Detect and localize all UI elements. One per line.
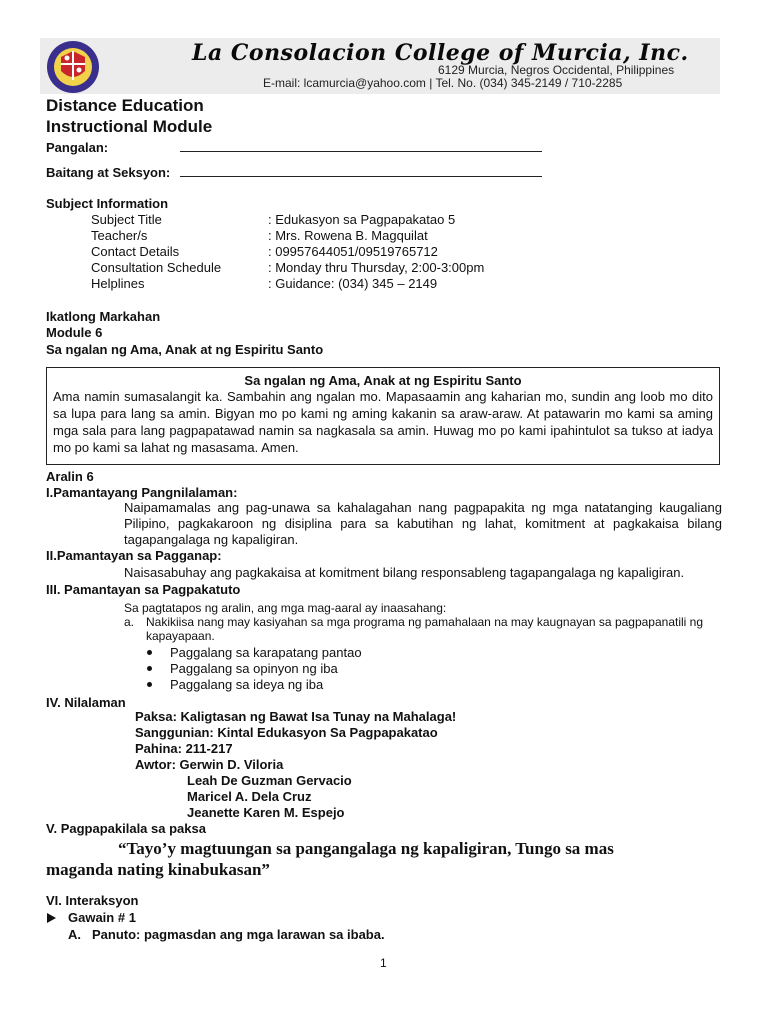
prayer-title: Sa ngalan ng Ama, Anak at ng Espiritu Santo [244,373,522,388]
section3-bullet-3: Paggalang sa ideya ng iba [170,677,324,692]
subject-info-heading: Subject Information [46,196,169,211]
bullet-dot-icon [147,650,152,655]
section5-quote-line1: “Tayo’y magtuungan sa pangangalaga ng kapaligiran, Tungo sa mas [118,839,614,858]
name-label: Pangalan: [46,140,109,155]
doc-title-line1: Distance Education [46,96,204,115]
school-name: La Consolacion College of Murcia, Inc. [192,40,689,66]
bullet-dot-icon [147,666,152,671]
opening-line: Sa ngalan ng Ama, Anak at ng Espiritu Santo [46,342,324,357]
section3-heading: III. Pamantayan sa Pagpakatuto [46,582,241,597]
grade-section-blank-line[interactable] [180,176,542,177]
page-number: 1 [380,956,387,970]
contact-details-label: Contact Details [91,244,180,259]
section2-text: Naisasabuhay ang pagkakaisa at komitment bilang responsableng tagapangalaga ng kapaligiran. [124,565,685,580]
section4-sanggunian: Sanggunian: Kintal Edukasyon Sa Pagpapakatao [135,725,438,740]
doc-title-line2: Instructional Module [46,117,213,136]
arrow-bullet-icon [47,913,56,923]
subject-title-label: Subject Title [91,212,162,227]
section1-heading: I.Pamantayang Pangnilalaman: [46,485,238,500]
section5-heading: V. Pagpapakilala sa paksa [46,821,206,836]
module-number: Module 6 [46,325,103,340]
section1-text: Naipamamalas ang pag-unawa sa kahalagahan nang pagpapakita ng mga natatanging kaugaliang Pilipino, pagkakaroon ng disiplina para sa kabutihan ng lahat, komitment at pagkakaisa bilang tagapangalaga ng kapaligiran. [124,500,722,547]
section3-bullet-1: Paggalang sa karapatang pantao [170,645,362,660]
consultation-label: Consultation Schedule [91,260,222,275]
teacher-value: : Mrs. Rowena B. Magquilat [268,228,428,243]
section4-heading: IV. Nilalaman [46,695,126,710]
helplines-label: Helplines [91,276,145,291]
panuto-marker: A. [68,927,81,942]
contact-details-value: : 09957644051/09519765712 [268,244,438,259]
bullet-dot-icon [147,682,152,687]
section4-author-2: Leah De Guzman Gervacio [187,773,352,788]
section5-quote-line2: maganda nating kinabukasan” [46,860,270,879]
section4-awtor: Awtor: Gerwin D. Viloria [135,757,284,772]
school-address: 6129 Murcia, Negros Occidental, Philippines [438,63,675,77]
section4-author-3: Maricel A. Dela Cruz [187,789,312,804]
quarter-label: Ikatlong Markahan [46,309,161,324]
section2-heading: II.Pamantayan sa Pagganap: [46,548,222,563]
panuto-text: Panuto: pagmasdan ang mga larawan sa ibaba. [92,927,385,942]
prayer-text: Ama namin sumasalangit ka. Sambahin ang ngalan mo. Mapasaamin ang kaharian mo, sundin ang loob mo dito sa lupa para lang sa amin. Bigyan mo po kami ng aming kakanin sa araw-araw. At patawarin mo kami sa aming mga sala para lang pagpapatawad namin sa nagkasala sa amin. Huwag mo po kami ipahintulot sa tukso at iadya mo po kami sa lahat ng masasama. Amen. [53,389,713,455]
section3-bullet-2: Paggalang sa opinyon ng iba [170,661,338,676]
section4-author-4: Jeanette Karen M. Espejo [187,805,345,820]
section3-intro: Sa pagtatapos ng aralin, ang mga mag-aaral ay inaasahang: [124,601,447,615]
section4-pahina: Pahina: 211-217 [135,741,233,756]
gawain-label: Gawain # 1 [68,910,136,925]
school-contact: E-mail: lcamurcia@yahoo.com | Tel. No. (034) 345-2149 / 710-2285 [263,76,623,90]
section4-paksa: Paksa: Kaligtasan ng Bawat Isa Tunay na Mahalaga! [135,709,457,724]
section3-item-a-marker: a. [124,615,135,629]
section6-heading: VI. Interaksyon [46,893,139,908]
name-blank-line[interactable] [180,151,542,152]
aralin-label: Aralin 6 [46,469,94,484]
subject-title-value: : Edukasyon sa Pagpapakatao 5 [268,212,456,227]
helplines-value: : Guidance: (034) 345 – 2149 [268,276,438,291]
teacher-label: Teacher/s [91,228,148,243]
school-seal-icon [46,40,100,94]
section3-item-a: Nakikiisa nang may kasiyahan sa mga programa ng pamahalaan na may kaugnayan sa pagpapanatili ng kapayapaan. [146,615,704,643]
consultation-value: : Monday thru Thursday, 2:00-3:00pm [268,260,485,275]
grade-section-label: Baitang at Seksyon: [46,165,171,180]
